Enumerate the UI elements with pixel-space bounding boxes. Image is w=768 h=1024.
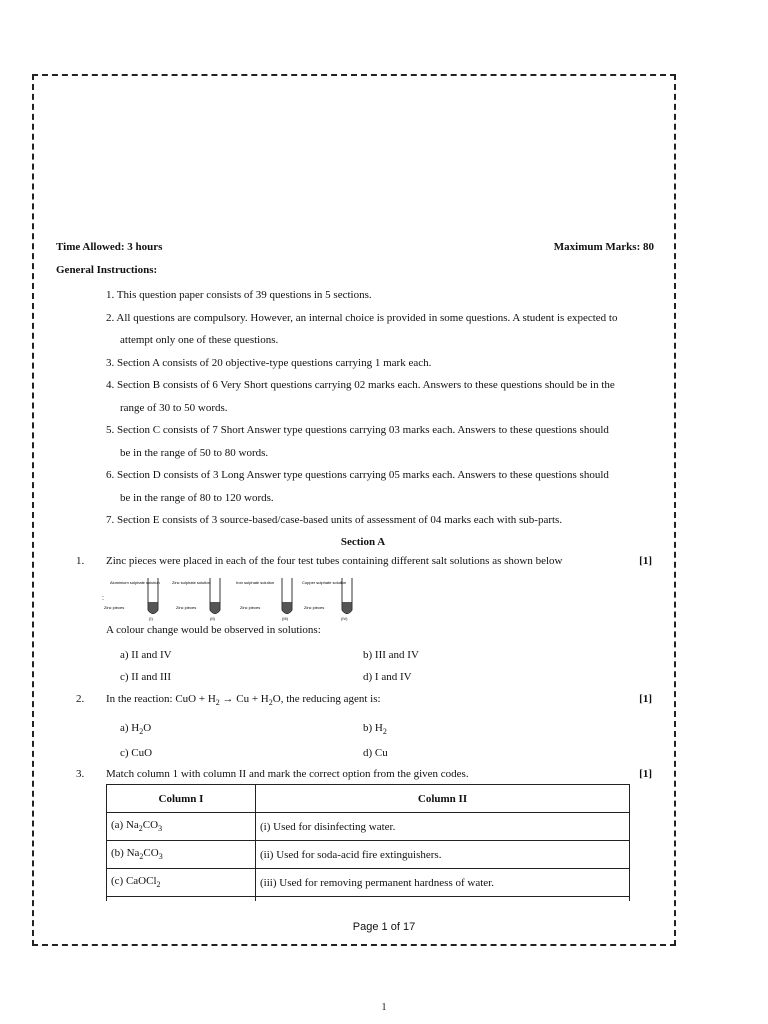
- pieces-label: Zinc pieces: [104, 605, 125, 610]
- tube-label: Copper sulphate solution: [302, 580, 347, 585]
- question-mark: [1]: [639, 693, 652, 705]
- exam-header: [56, 241, 654, 253]
- match-table: [106, 784, 630, 901]
- column-header: Column I: [107, 785, 256, 813]
- instruction-line: 4. Section B consists of 6 Very Short questions carrying 02 marks each. Answers to these questions should be in the: [106, 379, 615, 391]
- question-text: Zinc pieces were placed in each of the four test tubes containing different salt solutions as shown below: [106, 555, 563, 567]
- question-number: 2.: [76, 693, 85, 705]
- table-header-row: [107, 785, 630, 813]
- question-mark: [1]: [639, 555, 652, 567]
- pieces-label: Zinc pieces: [176, 605, 197, 610]
- tube-numeral: (II): [210, 616, 215, 621]
- tube-numeral: (I): [149, 616, 153, 621]
- question-mark: [1]: [639, 768, 652, 780]
- instruction-line: 1. This question paper consists of 39 questions in 5 sections.: [106, 289, 372, 301]
- option-b: b) $H_2$: [363, 722, 387, 737]
- time-allowed: Time Allowed: 3 hours: [56, 241, 163, 253]
- table-cell: (a) $Na_2CO_3$: [107, 813, 256, 841]
- option-b: b) III and IV: [363, 649, 419, 661]
- instruction-line: 5. Section C consists of 7 Short Answer type questions carrying 03 marks each. Answers to these questions should: [106, 424, 609, 436]
- table-row: [107, 813, 630, 841]
- question-prompt: A colour change would be observed in solutions:: [106, 624, 321, 636]
- question-number: 1.: [76, 555, 85, 567]
- test-tube-4: [302, 578, 352, 621]
- instruction-line: 2. All questions are compulsory. However, an internal choice is provided in some questions. A student is expected to: [106, 311, 618, 324]
- option-c: c) CuO: [120, 747, 153, 759]
- table-row-cutoff: [107, 897, 630, 902]
- instruction-line: 6. Section D consists of 3 Long Answer type questions carrying 05 marks each. Answers to these questions should: [106, 469, 609, 481]
- test-tube-1: [104, 578, 160, 621]
- table-cell: (c) CaOCl$_2$: [107, 869, 256, 897]
- pieces-label: Zinc pieces: [304, 605, 325, 610]
- question-text: Match column 1 with column II and mark the correct option from the given codes.: [106, 768, 469, 780]
- table-cell: (b) $Na_2CO_3$: [107, 841, 256, 869]
- tube-numeral: (III): [282, 616, 288, 621]
- column-header: Column II: [256, 785, 630, 813]
- tube-label: Zinc sulphate solution: [172, 580, 211, 585]
- instruction-line: range of 30 to 50 words.: [120, 401, 228, 414]
- test-tube-3: [236, 578, 292, 621]
- instructions-title: General Instructions:: [56, 264, 158, 276]
- instruction-line: be in the range of 80 to 120 words.: [120, 491, 274, 504]
- option-a: a) II and IV: [120, 649, 172, 661]
- test-tubes-figure: [102, 576, 362, 622]
- table-cell: (iii) Used for removing permanent hardness of water.: [256, 869, 630, 897]
- tube-label: Aluminium sulphate solution: [110, 580, 160, 585]
- table-row: [107, 869, 630, 897]
- section-title: Section A: [340, 536, 386, 548]
- maximum-marks: Maximum Marks: 80: [553, 241, 654, 253]
- svg-text::: :: [102, 595, 104, 602]
- option-c: c) II and III: [120, 671, 171, 683]
- option-d: d) Cu: [363, 747, 388, 759]
- instruction-line: attempt only one of these questions.: [120, 334, 279, 346]
- tube-numeral: (IV): [341, 616, 348, 621]
- instructions-list: [106, 284, 656, 532]
- instruction-line: be in the range of 50 to 80 words.: [120, 446, 269, 459]
- option-a: a) $H_2O$: [120, 722, 152, 737]
- page-footer: Page 1 of 17: [352, 921, 416, 933]
- option-d: d) I and IV: [363, 671, 412, 683]
- table-row: [107, 841, 630, 869]
- test-tube-2: [172, 578, 220, 621]
- pieces-label: Zinc pieces: [240, 605, 261, 610]
- page-number: 1: [381, 1002, 387, 1013]
- tube-label: Iron sulphate solution: [236, 580, 275, 585]
- question-text: In the reaction: CuO + $H_2 \to Cu + H_2O$, the reducing agent is:: [106, 693, 381, 708]
- table-cell: (ii) Used for soda-acid fire extinguishers.: [256, 841, 630, 869]
- instruction-line: 3. Section A consists of 20 objective-type questions carrying 1 mark each.: [106, 356, 432, 369]
- instruction-line: 7. Section E consists of 3 source-based/case-based units of assessment of 04 marks each with sub-parts.: [106, 514, 563, 526]
- question-number: 3.: [76, 768, 85, 780]
- table-cell: (i) Used for disinfecting water.: [256, 813, 630, 841]
